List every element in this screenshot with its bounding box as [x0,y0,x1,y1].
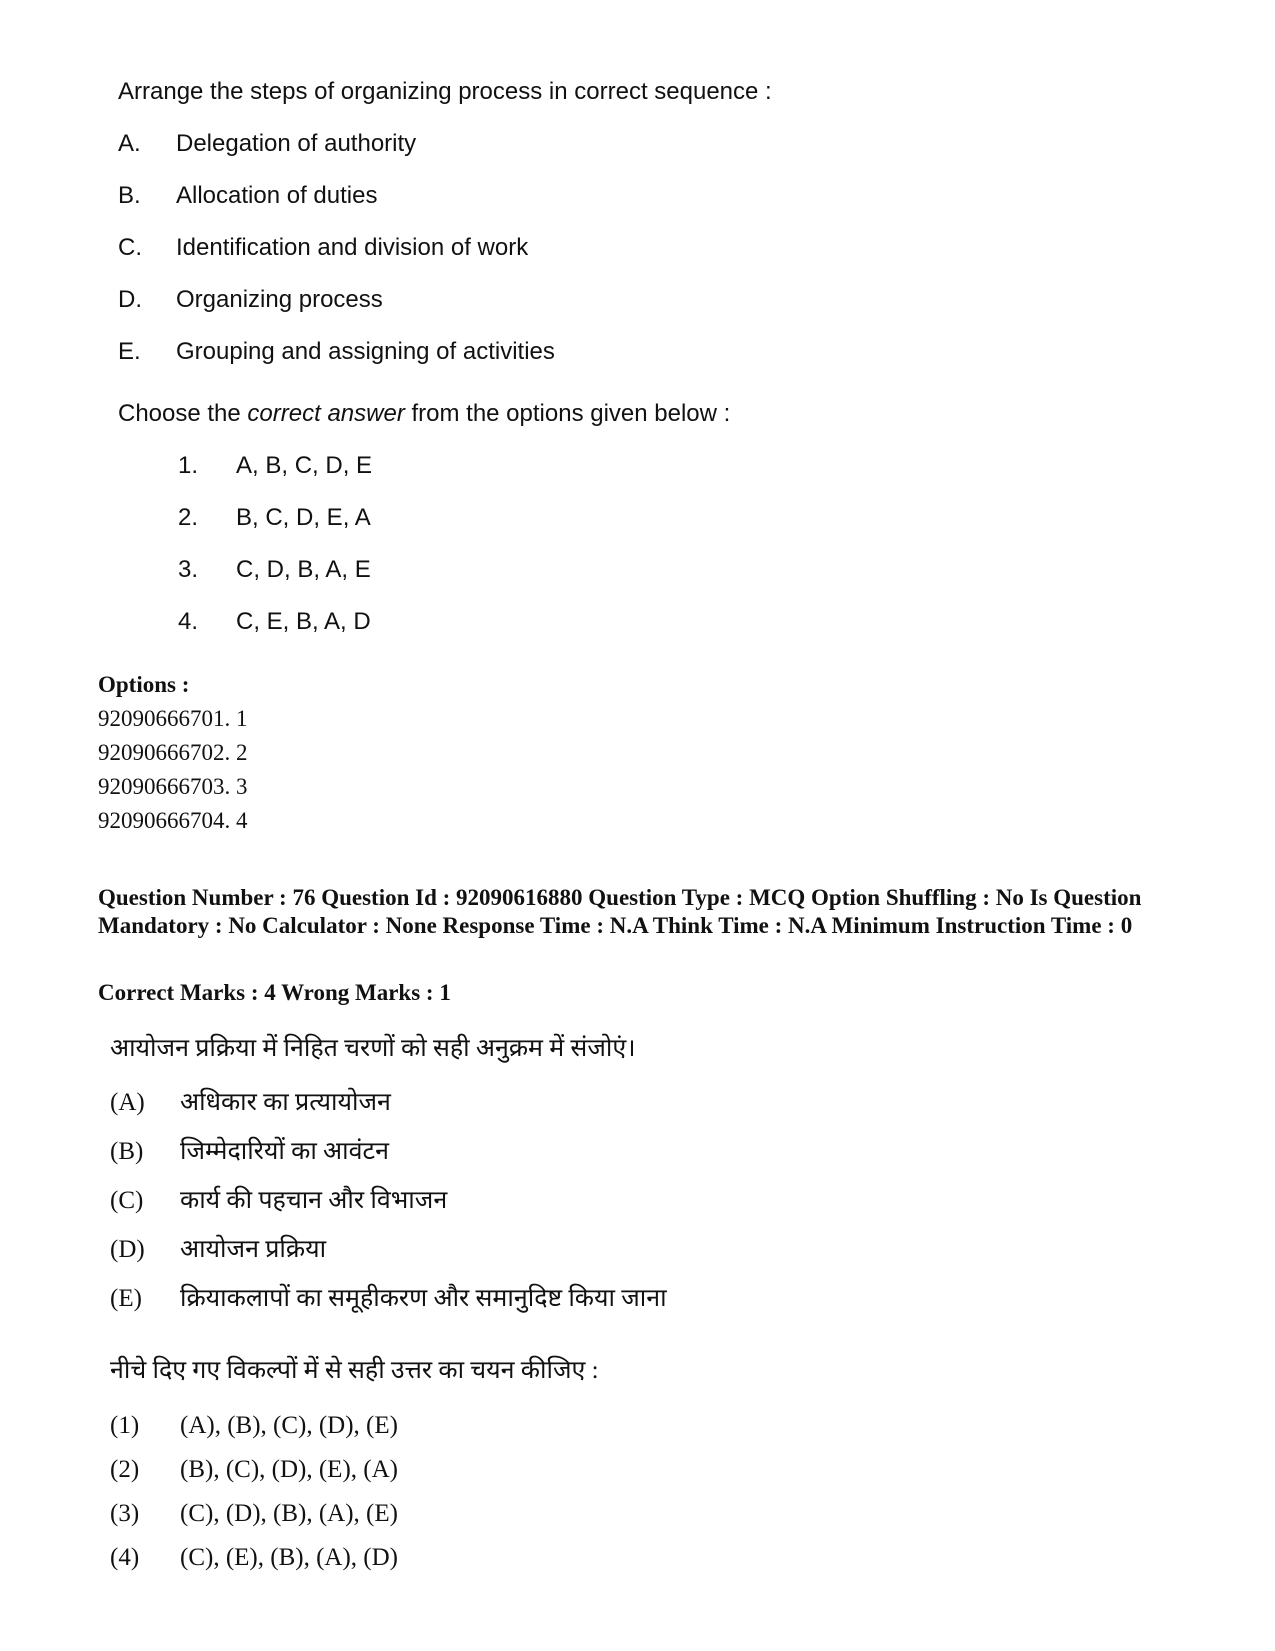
statement-letter: (E) [110,1285,142,1312]
option-number: (2) [110,1456,140,1483]
question-intro-hindi: आयोजन प्रक्रिया में निहित चरणों को सही अनुक्रम में संजोएं। [110,1035,636,1062]
hindi-statement-c [110,1182,447,1216]
option-text: (C), (E), (B), (A), (D) [180,1544,398,1571]
statement-letter: (D) [110,1236,145,1263]
marks-info: Correct Marks : 4 Wrong Marks : 1 [98,980,451,1005]
option-number: (1) [110,1412,140,1439]
statement-letter: (B) [110,1138,144,1165]
statement-letter: (C) [110,1187,144,1214]
answer-option-1 [178,452,372,480]
statement-letter: B. [118,182,141,209]
hindi-answer-option-4 [110,1544,398,1572]
statement-b [118,182,377,210]
answer-option-3 [178,556,371,584]
question-intro-english: Arrange the steps of organizing process in correct sequence : [118,78,772,105]
option-number: (3) [110,1500,140,1527]
option-id-line: 92090666701. 1 [98,706,248,731]
statement-text: Allocation of duties [176,182,378,209]
option-id-line: 92090666703. 3 [98,774,248,799]
statement-text: Delegation of authority [176,130,417,157]
option-number: (4) [110,1544,140,1571]
statement-letter: D. [118,286,142,313]
statement-letter: E. [118,338,141,365]
statement-text: जिम्मेदारियों का आवंटन [180,1138,389,1165]
option-number: 3. [178,556,199,583]
statement-c [118,234,528,262]
option-text: (B), (C), (D), (E), (A) [180,1456,398,1483]
choose-prefix: Choose the [118,400,248,427]
choose-suffix: from the options given below : [404,400,731,427]
statement-letter: (A) [110,1089,145,1116]
hindi-answer-option-2 [110,1456,398,1484]
hindi-answer-option-3 [110,1500,398,1528]
statement-text: Identification and division of work [176,234,529,261]
hindi-statement-b [110,1133,389,1167]
option-id-line: 92090666704. 4 [98,808,248,833]
option-number: 4. [178,608,199,635]
option-text: A, B, C, D, E [236,452,373,479]
hindi-answer-option-1 [110,1412,398,1440]
option-text: (A), (B), (C), (D), (E) [180,1412,398,1439]
answer-option-4 [178,608,371,636]
statement-letter: A. [118,130,141,157]
question-metadata: Question Number : 76 Question Id : 92090616880 Question Type : MCQ Option Shuffling : No Is Question Mandatory : No Calculator : None Response Time : N.A Think Time : N.A Minimum Instruction Time : 0 [98,885,1142,938]
statement-text: Grouping and assigning of activities [176,338,555,365]
statement-a [118,130,416,158]
option-text: C, E, B, A, D [236,608,371,635]
option-number: 1. [178,452,199,479]
statement-e [118,338,555,366]
hindi-statement-e [110,1280,667,1314]
option-id-line: 92090666702. 2 [98,740,248,765]
hindi-statement-a [110,1084,391,1118]
option-text: (C), (D), (B), (A), (E) [180,1500,398,1527]
option-number: 2. [178,504,199,531]
statement-text: कार्य की पहचान और विभाजन [180,1187,448,1214]
option-text: C, D, B, A, E [236,556,371,583]
answer-option-2 [178,504,371,532]
option-text: B, C, D, E, A [236,504,371,531]
statement-text: Organizing process [176,286,383,313]
statement-text: आयोजन प्रक्रिया [180,1236,327,1263]
choose-instruction-english [118,400,730,428]
statement-text: क्रियाकलापों का समूहीकरण और समानुदिष्ट किया जाना [180,1285,667,1312]
hindi-statement-d [110,1231,326,1265]
options-heading: Options : [98,672,190,697]
choose-instruction-hindi: नीचे दिए गए विकल्पों में से सही उत्तर का चयन कीजिए : [110,1357,599,1384]
choose-emphasis: correct answer [247,400,405,427]
statement-letter: C. [118,234,142,261]
statement-text: अधिकार का प्रत्यायोजन [180,1089,391,1116]
statement-d [118,286,383,314]
